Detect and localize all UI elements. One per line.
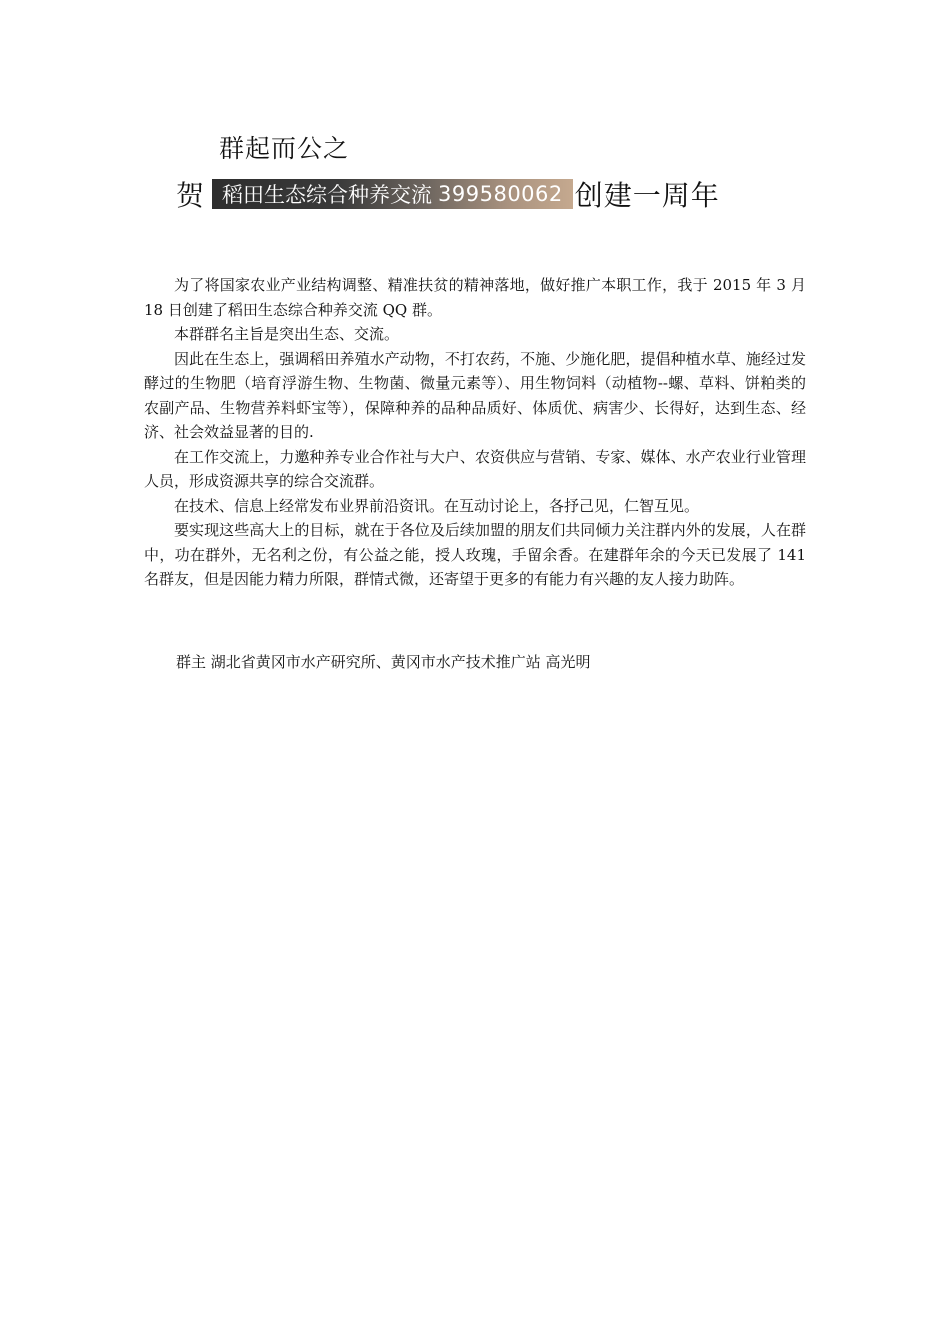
document-subtitle: 群起而公之	[219, 134, 350, 163]
paragraph: 本群群名主旨是突出生态、交流。	[174, 325, 400, 343]
title-suffix: 创建一周年	[574, 179, 720, 212]
group-name: 稻田生态综合种养交流	[222, 183, 433, 207]
title-prefix: 贺	[176, 179, 205, 212]
document-body	[144, 273, 806, 592]
paragraph: 要实现这些高大上的目标，就在于各位及后续加盟的朋友们共同倾力关注群内外的发展，人在群中，功在群外，无名利之份，有公益之能，授人玫瑰，手留余香。在建群年余的今天已发展了 141 名群友，但是因能力精力所限，群情式微，还寄望于更多的有能力有兴趣的友人接力助阵。	[144, 521, 806, 588]
paragraph: 在技术、信息上经常发布业界前沿资讯。在互动讨论上，各抒己见，仁智互见。	[174, 496, 700, 515]
paragraph: 为了将国家农业产业结构调整、精准扶贫的精神落地，做好推广本职工作，我于 2015 年 3 月 18 日创建了稻田生态综合种养交流 QQ 群。	[144, 276, 806, 319]
paragraph: 因此在生态上，强调稻田养殖水产动物，不打农药，不施、少施化肥，提倡种植水草、施经过发酵过的生物肥（培育浮游生物、生物菌、微量元素等）、用生物饲料（动植物--螺、草料、饼粕类的农副产品、生物营养料虾宝等），保障种养的品种品质好、体质优、病害少、长得好，达到生态、经济、社会效益显著的目的.	[144, 349, 806, 441]
group-name-banner	[212, 179, 573, 209]
document-title	[176, 174, 720, 214]
signature-line: 群主 湖北省黄冈市水产研究所、黄冈市水产技术推广站 高光明	[176, 653, 591, 671]
paragraph: 在工作交流上，力邀种养专业合作社与大户、农资供应与营销、专家、媒体、水产农业行业管理人员，形成资源共享的综合交流群。	[144, 447, 806, 490]
group-number: 399580062	[438, 182, 563, 206]
